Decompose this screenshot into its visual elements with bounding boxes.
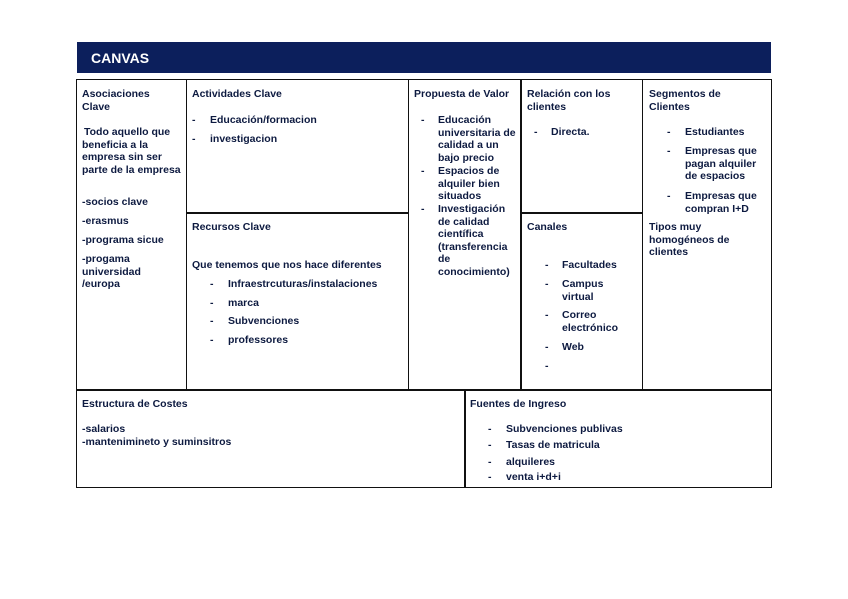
canvas-title: CANVAS bbox=[91, 50, 150, 66]
list-dash: - bbox=[210, 297, 214, 309]
list-dash: - bbox=[667, 126, 671, 138]
canales-item: Facultades bbox=[562, 259, 617, 271]
asociaciones-item: -socios clave bbox=[82, 196, 148, 208]
list-dash: - bbox=[421, 203, 425, 215]
list-dash: - bbox=[488, 456, 492, 468]
asociaciones-desc: Todo aquello que beneficia a la empresa sin ser parte de la empresa bbox=[82, 126, 181, 176]
asociaciones-title: Asociaciones Clave bbox=[82, 88, 150, 113]
costes-title: Estructura de Costes bbox=[82, 398, 188, 410]
list-dash: - bbox=[545, 278, 549, 290]
list-dash: - bbox=[210, 278, 214, 290]
list-dash: - bbox=[667, 190, 671, 202]
list-dash: - bbox=[488, 423, 492, 435]
segmentos-note: Tipos muy homogéneos de clientes bbox=[649, 221, 730, 258]
relacion-title: Relación con los clientes bbox=[527, 88, 611, 113]
list-dash: - bbox=[421, 165, 425, 177]
ingresos-item: alquileres bbox=[506, 456, 556, 468]
list-dash: - bbox=[192, 114, 196, 126]
ingresos-title: Fuentes de Ingreso bbox=[470, 398, 567, 410]
actividades-item: investigacion bbox=[210, 133, 278, 145]
list-dash: - bbox=[192, 133, 196, 145]
segmentos-title: Segmentos de Clientes bbox=[649, 88, 721, 113]
list-dash: - bbox=[545, 341, 549, 353]
list-dash: - bbox=[667, 145, 671, 157]
recursos-desc: Que tenemos que nos hace diferentes bbox=[192, 259, 382, 271]
list-dash: - bbox=[421, 114, 425, 126]
canales-title: Canales bbox=[527, 221, 568, 233]
segmentos-item: Empresas que compran I+D bbox=[685, 190, 757, 215]
recursos-item: Infraestrcuturas/instalaciones bbox=[228, 278, 378, 290]
list-dash: - bbox=[545, 259, 549, 271]
actividades-title: Actividades Clave bbox=[192, 88, 282, 100]
canales-item: Correo electrónico bbox=[562, 309, 619, 334]
recursos-item: marca bbox=[228, 297, 259, 309]
asociaciones-item: -programa sicue bbox=[82, 234, 164, 246]
segmentos-item: Empresas que pagan alquiler de espacios bbox=[685, 145, 757, 182]
asociaciones-item: -progama universidad /europa bbox=[82, 253, 141, 290]
canales-item: Campus virtual bbox=[562, 278, 604, 303]
costes-item: -salarios bbox=[82, 423, 126, 435]
propuesta-item: Educación universitaria de calidad a un bajo precio bbox=[438, 114, 516, 164]
list-dash: - bbox=[488, 439, 492, 451]
actividades-item: Educación/formacion bbox=[210, 114, 317, 126]
propuesta-item: Espacios de alquiler bien situados bbox=[438, 165, 500, 202]
recursos-item: professores bbox=[228, 334, 289, 346]
ingresos-item: venta i+d+i bbox=[506, 471, 561, 483]
list-dash: - bbox=[210, 334, 214, 346]
asociaciones-item: -erasmus bbox=[82, 215, 129, 227]
ingresos-item: Subvenciones publivas bbox=[506, 423, 623, 435]
canvas-header bbox=[77, 42, 771, 73]
costes-item: -mantenimineto y suminsitros bbox=[82, 436, 232, 448]
recursos-item: Subvenciones bbox=[228, 315, 300, 327]
list-dash: - bbox=[545, 360, 549, 372]
segmentos-item: Estudiantes bbox=[685, 126, 745, 138]
propuesta-title: Propuesta de Valor bbox=[414, 88, 510, 100]
list-dash: - bbox=[488, 471, 492, 483]
ingresos-item: Tasas de matricula bbox=[506, 439, 600, 451]
propuesta-item: Investigación de calidad científica (transferencia de conocimiento) bbox=[438, 203, 510, 278]
recursos-clave-box bbox=[186, 212, 409, 391]
relacion-item: Directa. bbox=[551, 126, 590, 138]
list-dash: - bbox=[545, 309, 549, 321]
recursos-title: Recursos Clave bbox=[192, 221, 271, 233]
canales-item: Web bbox=[562, 341, 584, 353]
list-dash: - bbox=[534, 126, 538, 138]
list-dash: - bbox=[210, 315, 214, 327]
